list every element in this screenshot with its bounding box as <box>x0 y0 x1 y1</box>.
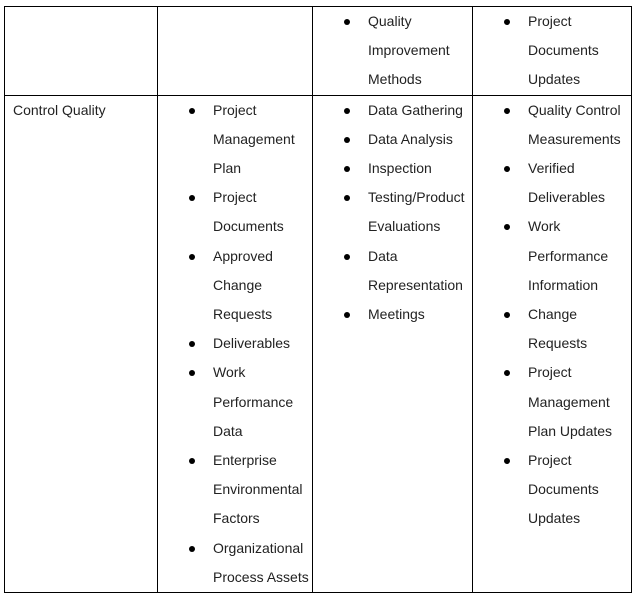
list-item-text: Environmental <box>213 481 303 498</box>
bullet-icon <box>189 108 195 114</box>
list-item-text: Measurements <box>528 130 621 147</box>
list-item-text: Process Assets <box>213 568 309 585</box>
list-item-text: Information <box>528 276 599 293</box>
bullet-icon <box>189 254 195 260</box>
list-item-text: Factors <box>213 510 260 527</box>
list-item-text: Requests <box>528 335 588 352</box>
list-item-text: Data <box>368 247 398 264</box>
table-cell-outputs <box>473 95 632 592</box>
bullet-icon <box>344 195 350 201</box>
list-item <box>313 242 472 300</box>
list-item-text: Deliverables <box>528 189 606 206</box>
list-item <box>313 96 472 125</box>
list-item <box>473 212 631 300</box>
bullet-icon <box>344 108 350 114</box>
list-item-text: Testing/Product <box>368 189 465 206</box>
table-cell-process <box>5 95 158 592</box>
list-item-text: Change <box>528 306 578 323</box>
list-item-text: Updates <box>528 71 581 88</box>
list-item-text: Work <box>213 364 246 381</box>
list-item <box>158 242 312 330</box>
process-table <box>4 6 632 593</box>
list-item-text: Quality <box>368 13 412 29</box>
bullet-icon <box>344 137 350 143</box>
list-item-text: Inspection <box>368 160 432 177</box>
list-item-text: Plan <box>213 160 242 177</box>
inputs-list <box>158 96 312 592</box>
bullet-icon <box>189 195 195 201</box>
list-item-text: Change <box>213 276 263 293</box>
list-item-text: Project <box>528 364 572 381</box>
bullet-icon <box>504 19 510 25</box>
list-item-text: Documents <box>528 481 599 498</box>
bullet-icon <box>504 312 510 318</box>
list-item <box>473 358 631 446</box>
list-item <box>158 534 312 592</box>
outputs-list <box>473 96 631 534</box>
list-item-text: Documents <box>213 218 284 235</box>
bullet-icon <box>189 546 195 552</box>
bullet-icon <box>189 458 195 464</box>
list-item-text: Plan Updates <box>528 422 613 439</box>
list-item-text: Data <box>213 422 243 439</box>
list-item <box>473 446 631 534</box>
list-item-text: Improvement <box>368 42 450 59</box>
bullet-icon <box>504 108 510 114</box>
list-item <box>473 7 631 95</box>
list-item <box>158 329 312 358</box>
list-item-text: Project <box>528 452 572 469</box>
list-item-text: Quality Control <box>528 101 621 118</box>
table-cell-empty-process <box>5 7 158 96</box>
table-cell-tools-continued <box>313 7 473 96</box>
bullet-icon <box>504 370 510 376</box>
list-item-text: Project <box>213 101 257 118</box>
list-item-text: Management <box>528 393 610 410</box>
list-item-text: Project <box>213 189 257 206</box>
bullet-icon <box>504 166 510 172</box>
list-item-text: Data Gathering <box>368 101 463 118</box>
list-item-text: Updates <box>528 510 581 527</box>
list-item <box>313 300 472 329</box>
table-cell-outputs-continued <box>473 7 632 96</box>
list-item-text: Verified <box>528 160 575 177</box>
table-cell-empty-inputs <box>158 7 313 96</box>
list-item <box>158 446 312 534</box>
bullet-icon <box>344 166 350 172</box>
bullet-icon <box>189 370 195 376</box>
list-item <box>313 183 472 241</box>
bullet-icon <box>344 19 350 25</box>
bullet-icon <box>504 458 510 464</box>
list-item <box>158 96 312 184</box>
table-cell-inputs <box>158 95 313 592</box>
list-item-text: Performance <box>528 247 609 264</box>
table-row <box>5 95 632 592</box>
list-item <box>473 96 631 154</box>
bullet-icon <box>344 254 350 260</box>
list-item <box>158 358 312 446</box>
list-item-text: Enterprise <box>213 452 277 469</box>
list-item-text: Management <box>213 130 295 147</box>
list-item-text: Representation <box>368 276 463 293</box>
list-item-text: Evaluations <box>368 218 441 235</box>
list-item-text: Project <box>528 13 572 29</box>
list-item <box>473 300 631 358</box>
list-item-text: Data Analysis <box>368 130 453 147</box>
tools-list <box>313 96 472 330</box>
bullet-icon <box>189 341 195 347</box>
bullet-icon <box>344 312 350 318</box>
list-item-text: Meetings <box>368 306 425 323</box>
list-item <box>313 154 472 183</box>
process-name: Control Quality <box>13 101 106 118</box>
list-item-text: Performance <box>213 393 294 410</box>
list-item <box>473 154 631 212</box>
list-item <box>158 183 312 241</box>
list-item-text: Organizational <box>213 539 304 556</box>
list-item-text: Work <box>528 218 561 235</box>
table-cell-tools <box>313 95 473 592</box>
list-item-text: Deliverables <box>213 335 291 352</box>
list-item-text: Requests <box>213 306 273 323</box>
outputs-list <box>473 7 631 95</box>
list-item <box>313 125 472 154</box>
list-item <box>313 7 472 95</box>
table-row <box>5 7 632 96</box>
bullet-icon <box>504 224 510 230</box>
list-item-text: Methods <box>368 71 422 88</box>
tools-list <box>313 7 472 95</box>
list-item-text: Approved <box>213 247 273 264</box>
list-item-text: Documents <box>528 42 599 59</box>
